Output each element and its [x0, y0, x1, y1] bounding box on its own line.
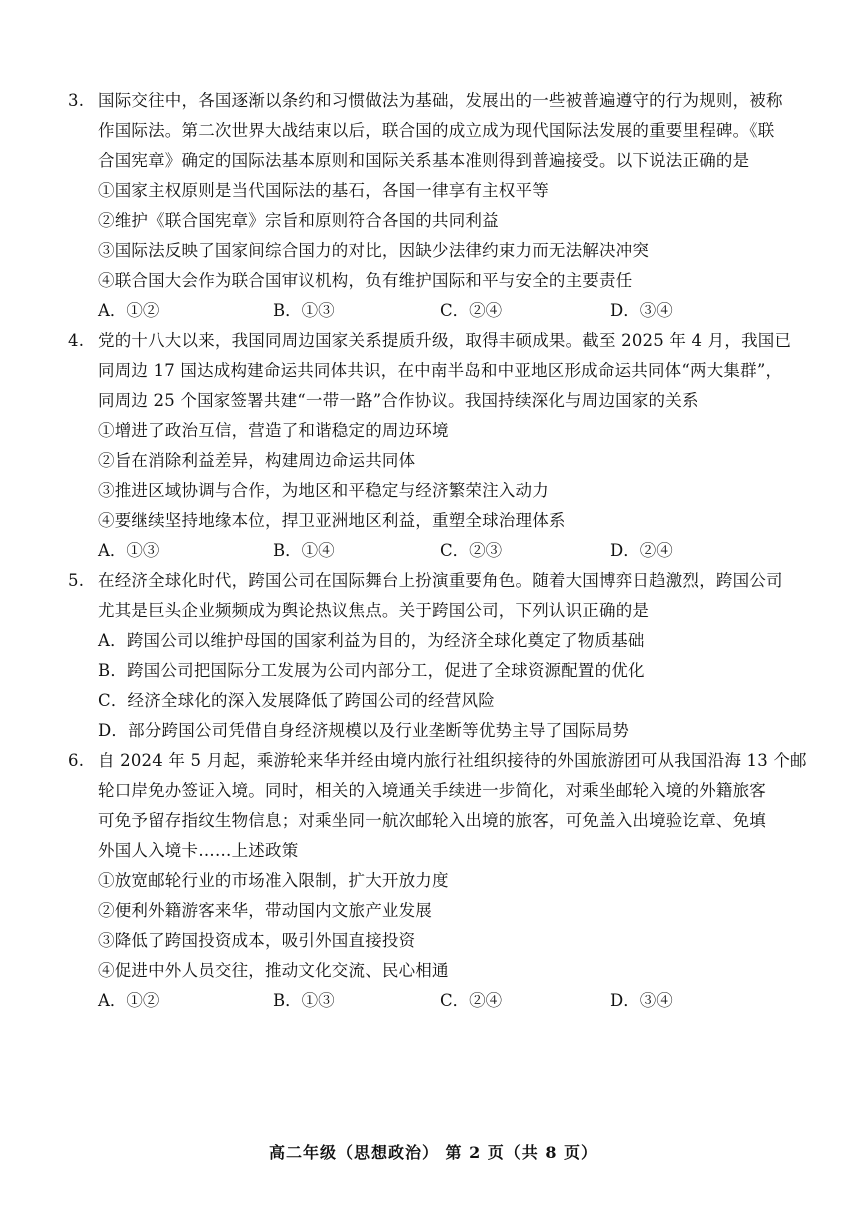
- question-number: 3.: [68, 91, 85, 110]
- option-b[interactable]: B．①③: [273, 301, 335, 320]
- question-stem-line: 作国际法。第二次世界大战结束以后，联合国的成立成为现代国际法发展的重要里程碑。《联: [98, 121, 775, 140]
- question-stem-line: [68, 86, 828, 116]
- question-stem-line: 同周边 25 个国家签署共建“一带一路”合作协议。我国持续深化与周边国家的关系: [98, 391, 699, 410]
- option-c[interactable]: C．②④: [440, 991, 503, 1010]
- statement-3: ③降低了跨国投资成本，吸引外国直接投资: [98, 931, 416, 950]
- option-c[interactable]: C．②③: [440, 541, 503, 560]
- option-a[interactable]: A．①②: [98, 301, 160, 320]
- question-stem-text: 国际交往中，各国逐渐以条约和习惯做法为基础，发展出的一些被普遍遵守的行为规则，被称: [98, 91, 783, 110]
- question-stem-line: [68, 326, 828, 356]
- question-stem-line: 尤其是巨头企业频频成为舆论热议焦点。关于跨国公司，下列认识正确的是: [98, 601, 650, 620]
- statement-3: ③国际法反映了国家间综合国力的对比，因缺少法律约束力而无法解决冲突: [98, 241, 650, 260]
- question-stem-line: 可免予留存指纹生物信息；对乘坐同一航次邮轮入出境的旅客，可免盖入出境验讫章、免填: [98, 811, 766, 830]
- question-stem-text: 党的十八大以来，我国同周边国家关系提质升级，取得丰硕成果。截至 2025 年 4 月，我国已: [98, 331, 792, 350]
- statement-4: ④促进中外人员交往，推动文化交流、民心相通: [98, 961, 449, 980]
- option-a[interactable]: A．跨国公司以维护母国的国家利益为目的，为经济全球化奠定了物质基础: [98, 631, 645, 650]
- option-d[interactable]: D．②④: [610, 541, 673, 560]
- option-a[interactable]: A．①②: [98, 991, 160, 1010]
- question-stem-line: 同周边 17 国达成构建命运共同体共识，在中南半岛和中亚地区形成命运共同体“两大集群”，: [98, 361, 783, 380]
- answer-options: [68, 536, 828, 566]
- question-stem-line: 轮口岸免办签证入境。同时，相关的入境通关手续进一步简化，对乘坐邮轮入境的外籍旅客: [98, 781, 766, 800]
- option-d[interactable]: D．③④: [610, 991, 673, 1010]
- question-6: [68, 746, 828, 1016]
- option-d[interactable]: D．部分跨国公司凭借自身经济规模以及行业垄断等优势主导了国际局势: [98, 721, 630, 740]
- statement-3: ③推进区域协调与合作，为地区和平稳定与经济繁荣注入动力: [98, 481, 549, 500]
- question-number: 6.: [68, 751, 85, 770]
- option-a[interactable]: A．①③: [98, 541, 160, 560]
- statement-1: ①放宽邮轮行业的市场准入限制，扩大开放力度: [98, 871, 449, 890]
- question-stem-line: [68, 746, 828, 776]
- statement-2: ②维护《联合国宪章》宗旨和原则符合各国的共同利益: [98, 211, 499, 230]
- page-footer: 高二年级（思想政治） 第 2 页（共 8 页）: [268, 1143, 599, 1162]
- question-stem-text: 自 2024 年 5 月起，乘游轮来华并经由境内旅行社组织接待的外国旅游团可从我国沿海 13 个邮: [98, 751, 807, 770]
- statement-1: ①国家主权原则是当代国际法的基石，各国一律享有主权平等: [98, 181, 549, 200]
- statement-4: ④联合国大会作为联合国审议机构，负有维护国际和平与安全的主要责任: [98, 271, 633, 290]
- question-4: [68, 326, 828, 566]
- statement-1: ①增进了政治互信，营造了和谐稳定的周边环境: [98, 421, 449, 440]
- question-stem-text: 在经济全球化时代，跨国公司在国际舞台上扮演重要角色。随着大国博弈日趋激烈，跨国公司: [98, 571, 783, 590]
- option-b[interactable]: B．跨国公司把国际分工发展为公司内部分工，促进了全球资源配置的优化: [98, 661, 645, 680]
- option-c[interactable]: C．②④: [440, 301, 503, 320]
- option-b[interactable]: B．①③: [273, 991, 335, 1010]
- question-number: 5.: [68, 571, 85, 590]
- question-stem-line: 外国人入境卡……上述政策: [98, 841, 299, 860]
- statement-2: ②旨在消除利益差异，构建周边命运共同体: [98, 451, 416, 470]
- question-number: 4.: [68, 331, 85, 350]
- answer-options: [68, 986, 828, 1016]
- option-d[interactable]: D．③④: [610, 301, 673, 320]
- option-b[interactable]: B．①④: [273, 541, 335, 560]
- question-stem-line: 合国宪章》确定的国际法基本原则和国际关系基本准则得到普遍接受。以下说法正确的是: [98, 151, 750, 170]
- question-5: [68, 566, 828, 746]
- answer-options: [68, 296, 828, 326]
- option-c[interactable]: C．经济全球化的深入发展降低了跨国公司的经营风险: [98, 691, 495, 710]
- statement-4: ④要继续坚持地缘本位，捍卫亚洲地区利益，重塑全球治理体系: [98, 511, 566, 530]
- question-stem-line: [68, 566, 828, 596]
- question-3: [68, 86, 828, 326]
- statement-2: ②便利外籍游客来华，带动国内文旅产业发展: [98, 901, 432, 920]
